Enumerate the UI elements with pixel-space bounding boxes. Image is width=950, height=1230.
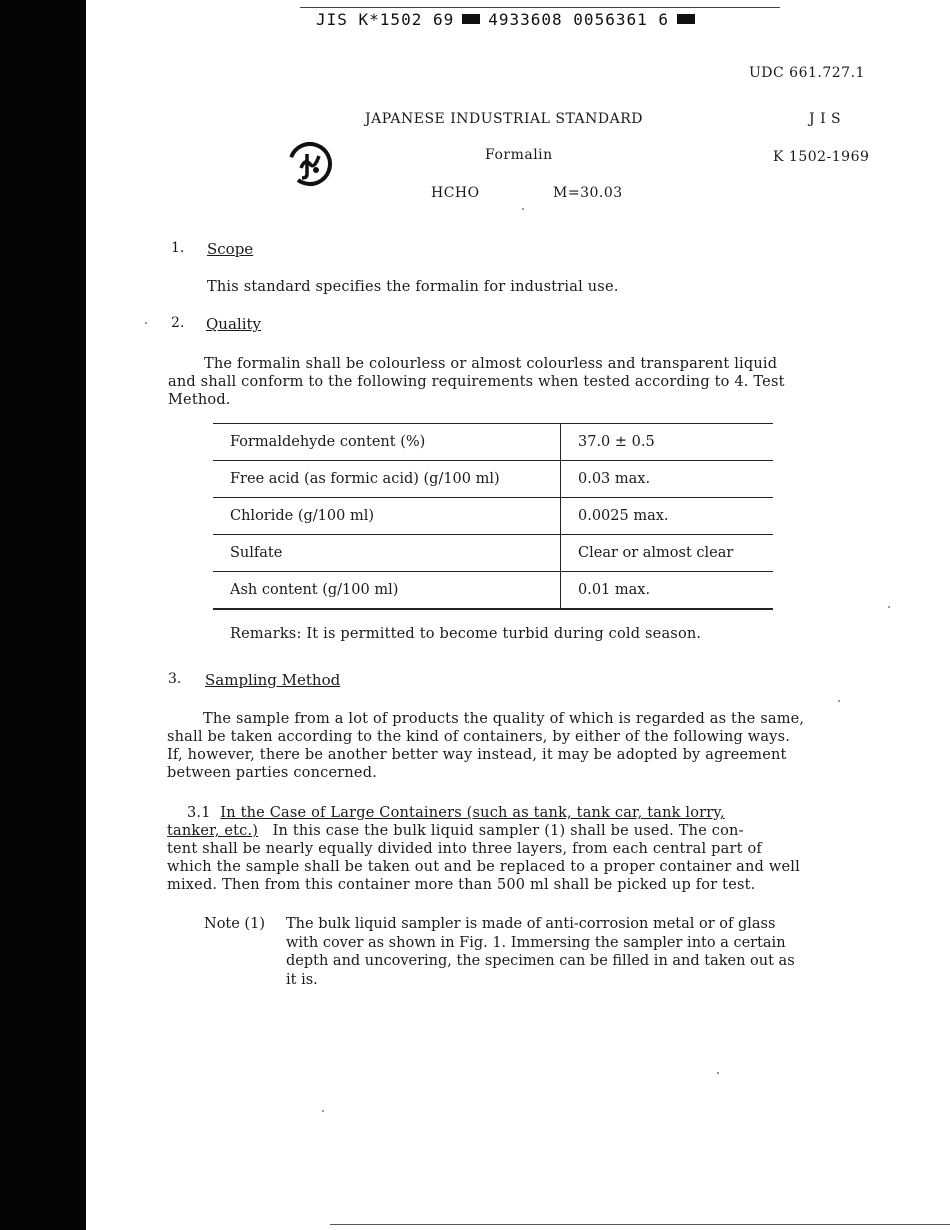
paragraph-line: If, however, there be another better way instead, it may be adopted by agreement: [167, 747, 787, 763]
table-row: [213, 461, 773, 498]
requirement-value: Clear or almost clear: [561, 535, 774, 572]
paragraph-line: mixed. Then from this container more than 500 ml shall be picked up for test.: [167, 877, 756, 893]
scan-speck: [838, 700, 840, 702]
paragraph-line: and shall conform to the following requirements when tested according to 4. Test: [168, 374, 785, 390]
paragraph-line: which the sample shall be taken out and be replaced to a proper container and well: [167, 859, 800, 875]
subsection-title-cont: tanker, etc.): [167, 823, 259, 839]
note-line: it is.: [286, 971, 318, 988]
catalog-header: [316, 10, 703, 29]
subsection-3-1: [167, 804, 800, 894]
table-row: [213, 572, 773, 610]
paragraph-line: between parties concerned.: [167, 765, 377, 781]
table-row: [213, 424, 773, 461]
requirement-item: Sulfate: [213, 535, 561, 572]
footnote: [204, 915, 876, 989]
standard-number: K 1502-1969: [773, 149, 870, 165]
requirement-item: Chloride (g/100 ml): [213, 498, 561, 535]
note-label: Note (1): [204, 916, 265, 932]
note-line: The bulk liquid sampler is made of anti-corrosion metal or of glass: [286, 916, 776, 932]
section-heading-quality: Quality: [206, 315, 261, 333]
scan-speck: [717, 1072, 719, 1074]
table-row: [213, 498, 773, 535]
paragraph-line: In this case the bulk liquid sampler (1) shall be used. The con-: [272, 823, 744, 839]
sampling-paragraph: [167, 710, 804, 782]
requirement-value: 0.01 max.: [561, 572, 774, 610]
bottom-rule: [330, 1224, 950, 1225]
paragraph-line: The sample from a lot of products the quality of which is regarded as the same,: [203, 711, 805, 727]
requirement-value: 0.0025 max.: [561, 498, 774, 535]
requirements-table: [213, 423, 773, 610]
paragraph-line: tent shall be nearly equally divided into three layers, from each central part of: [167, 841, 762, 857]
table-row: [213, 535, 773, 572]
section-heading-scope: Scope: [207, 240, 254, 258]
note-line: with cover as shown in Fig. 1. Immersing the sampler into a certain: [286, 934, 786, 951]
top-rule: [300, 7, 780, 8]
section-heading-sampling: Sampling Method: [205, 671, 341, 689]
subsection-number: 3.1: [187, 805, 211, 821]
note-line: depth and uncovering, the specimen can be filled in and taken out as: [286, 953, 795, 969]
chemical-formula: HCHO: [431, 185, 480, 201]
remarks: Remarks: It is permitted to become turbid during cold season.: [230, 626, 702, 642]
paragraph-line: The formalin shall be colourless or almost colourless and transparent liquid: [204, 356, 778, 372]
paragraph-line: shall be taken according to the kind of containers, by either of the following ways.: [167, 729, 791, 745]
scan-speck: [145, 322, 147, 324]
requirement-value: 0.03 max.: [561, 461, 774, 498]
quality-paragraph: [168, 355, 785, 409]
scan-speck: [522, 208, 524, 210]
scope-text: This standard specifies the formalin for industrial use.: [207, 279, 619, 295]
product-name: Formalin: [485, 147, 553, 163]
requirement-item: Free acid (as formic acid) (g/100 ml): [213, 461, 561, 498]
subsection-title: In the Case of Large Containers (such as tank, tank car, tank lorry,: [220, 805, 725, 821]
jis-logo-icon: [286, 140, 334, 188]
jis-mark: J I S: [809, 111, 842, 127]
paragraph-line: Method.: [168, 392, 231, 408]
requirement-item: Ash content (g/100 ml): [213, 572, 561, 610]
section-number: 2.: [171, 315, 185, 331]
section-number: 1.: [171, 240, 185, 256]
section-number: 3.: [168, 671, 182, 687]
scan-border: [0, 0, 86, 1230]
redaction-block: [462, 14, 480, 24]
standard-title: JAPANESE INDUSTRIAL STANDARD: [365, 111, 643, 127]
catalog-code: JIS K*1502 69: [316, 10, 455, 29]
catalog-number: 4933608 0056361 6: [488, 10, 669, 29]
requirement-value: 37.0 ± 0.5: [561, 424, 774, 461]
scan-speck: [322, 1110, 324, 1112]
scan-speck: [888, 606, 890, 608]
redaction-block: [677, 14, 695, 24]
requirement-item: Formaldehyde content (%): [213, 424, 561, 461]
udc-code: UDC 661.727.1: [749, 65, 865, 81]
molar-mass: M=30.03: [553, 185, 623, 201]
